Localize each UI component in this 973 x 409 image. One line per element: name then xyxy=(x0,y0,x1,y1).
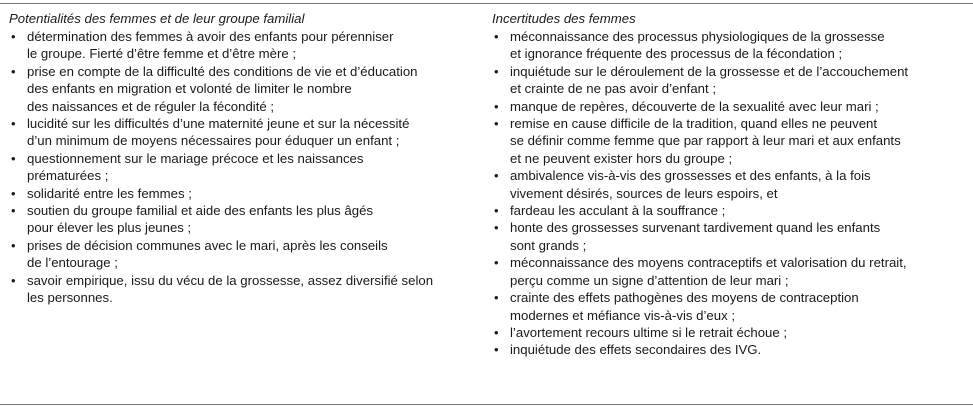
list-item-line: inquiétude des effets secondaires des IVG. xyxy=(510,342,762,358)
list-item xyxy=(492,63,967,98)
list-item-line: d’un minimum de moyens nécessaires pour éduquer un enfant ; xyxy=(27,133,400,149)
list-item xyxy=(9,237,479,272)
list-item-line: solidarité entre les femmes ; xyxy=(27,185,192,201)
list-item-line: vivement désirés, sources de leurs espoirs, et xyxy=(510,185,778,201)
list-item-line: fardeau les acculant à la souffrance ; xyxy=(510,203,726,219)
list-item-line: ambivalence vis-à-vis des grossesses et des enfants, à la fois xyxy=(510,168,871,184)
bullet-icon: • xyxy=(11,63,16,79)
list-item-line: savoir empirique, issu du vécu de la grossesse, assez diversifié selon xyxy=(27,272,434,288)
list-item-line: méconnaissance des moyens contraceptifs et valorisation du retrait, xyxy=(510,255,907,271)
list-item xyxy=(492,254,967,289)
bullet-icon: • xyxy=(11,29,16,44)
list-item-line: l’avortement recours ultime si le retrait échoue ; xyxy=(510,324,788,340)
list-item-line: détermination des femmes à avoir des enfants pour pérenniser xyxy=(27,29,394,44)
list-item-line: des naissances et de réguler la fécondité ; xyxy=(27,98,275,114)
list-item xyxy=(492,115,967,167)
bullet-icon: • xyxy=(494,29,499,44)
bullet-icon: • xyxy=(11,272,16,288)
bullet-icon: • xyxy=(11,237,16,253)
bottom-rule xyxy=(0,404,973,405)
potentialities-column xyxy=(9,10,479,307)
list-item-line: perçu comme un signe d’attention de leur mari ; xyxy=(510,272,789,288)
list-item-line: se définir comme femme que par rapport à leur mari et aux enfants xyxy=(510,133,901,149)
list-item xyxy=(492,167,967,202)
bullet-icon: • xyxy=(494,116,499,132)
list-item xyxy=(492,98,967,115)
uncertainties-column xyxy=(492,10,967,359)
bullet-icon: • xyxy=(494,63,499,79)
bullet-icon: • xyxy=(11,116,16,132)
list-item-line: le groupe. Fierté d’être femme et d’être mère ; xyxy=(27,46,296,62)
bullet-icon: • xyxy=(494,98,499,114)
list-item xyxy=(492,289,967,324)
list-item-line: manque de repères, découverte de la sexualité avec leur mari ; xyxy=(510,98,879,114)
bullet-icon: • xyxy=(494,220,499,236)
list-item xyxy=(492,219,967,254)
list-item-line: pour élever les plus jeunes ; xyxy=(27,220,192,236)
list-item-line: des enfants en migration et volonté de limiter le nombre xyxy=(27,81,352,97)
list-item-line: et crainte de ne pas avoir d’enfant ; xyxy=(510,81,717,97)
list-item-line: les personnes. xyxy=(27,290,113,306)
list-item-line: prise en compte de la difficulté des conditions de vie et d’éducation xyxy=(27,63,418,79)
bullet-icon: • xyxy=(494,324,499,340)
list-item-line: crainte des effets pathogènes des moyens de contraception xyxy=(510,290,859,306)
list-item xyxy=(9,28,479,63)
list-item xyxy=(9,150,479,185)
list-item xyxy=(492,28,967,63)
list-item xyxy=(9,202,479,237)
list-item-line: questionnement sur le mariage précoce et les naissances xyxy=(27,150,364,166)
uncertainties-heading: Incertitudes des femmes xyxy=(492,11,636,26)
top-rule xyxy=(0,3,973,4)
list-item-line: de l’entourage ; xyxy=(27,255,118,271)
list-item-line: remise en cause difficile de la tradition, quand elles ne peuvent xyxy=(510,116,878,132)
list-item xyxy=(9,272,479,307)
bullet-icon: • xyxy=(11,185,16,201)
list-item xyxy=(492,341,967,358)
bullet-icon: • xyxy=(494,255,499,271)
list-item xyxy=(9,185,479,202)
list-item xyxy=(9,115,479,150)
bullet-icon: • xyxy=(494,342,499,358)
list-item-line: méconnaissance des processus physiologiques de la grossesse xyxy=(510,29,885,44)
list-item-line: prises de décision communes avec le mari, après les conseils xyxy=(27,237,388,253)
list-item-line: et ne peuvent exister hors du groupe ; xyxy=(510,150,733,166)
list-item xyxy=(9,63,479,115)
list-item-line: modernes et méfiance vis-à-vis d’eux ; xyxy=(510,307,736,323)
potentialities-heading: Potentialités des femmes et de leur groupe familial xyxy=(9,11,305,26)
list-item xyxy=(492,324,967,341)
potentialities-list xyxy=(9,28,479,307)
list-item-line: et ignorance fréquente des processus de la fécondation ; xyxy=(510,46,843,62)
list-item-line: lucidité sur les difficultés d’une maternité jeune et sur la nécessité xyxy=(27,116,410,132)
bullet-icon: • xyxy=(11,150,16,166)
uncertainties-list xyxy=(492,28,967,359)
list-item-line: inquiétude sur le déroulement de la grossesse et de l’accouchement xyxy=(510,63,909,79)
bullet-icon: • xyxy=(494,290,499,306)
bullet-icon: • xyxy=(494,168,499,184)
list-item-line: honte des grossesses survenant tardivement quand les enfants xyxy=(510,220,881,236)
list-item-line: sont grands ; xyxy=(510,237,587,253)
bullet-icon: • xyxy=(494,203,499,219)
list-item-line: prématurées ; xyxy=(27,168,109,184)
list-item-line: soutien du groupe familial et aide des enfants les plus âgés xyxy=(27,203,374,219)
list-item xyxy=(492,202,967,219)
bullet-icon: • xyxy=(11,203,16,219)
